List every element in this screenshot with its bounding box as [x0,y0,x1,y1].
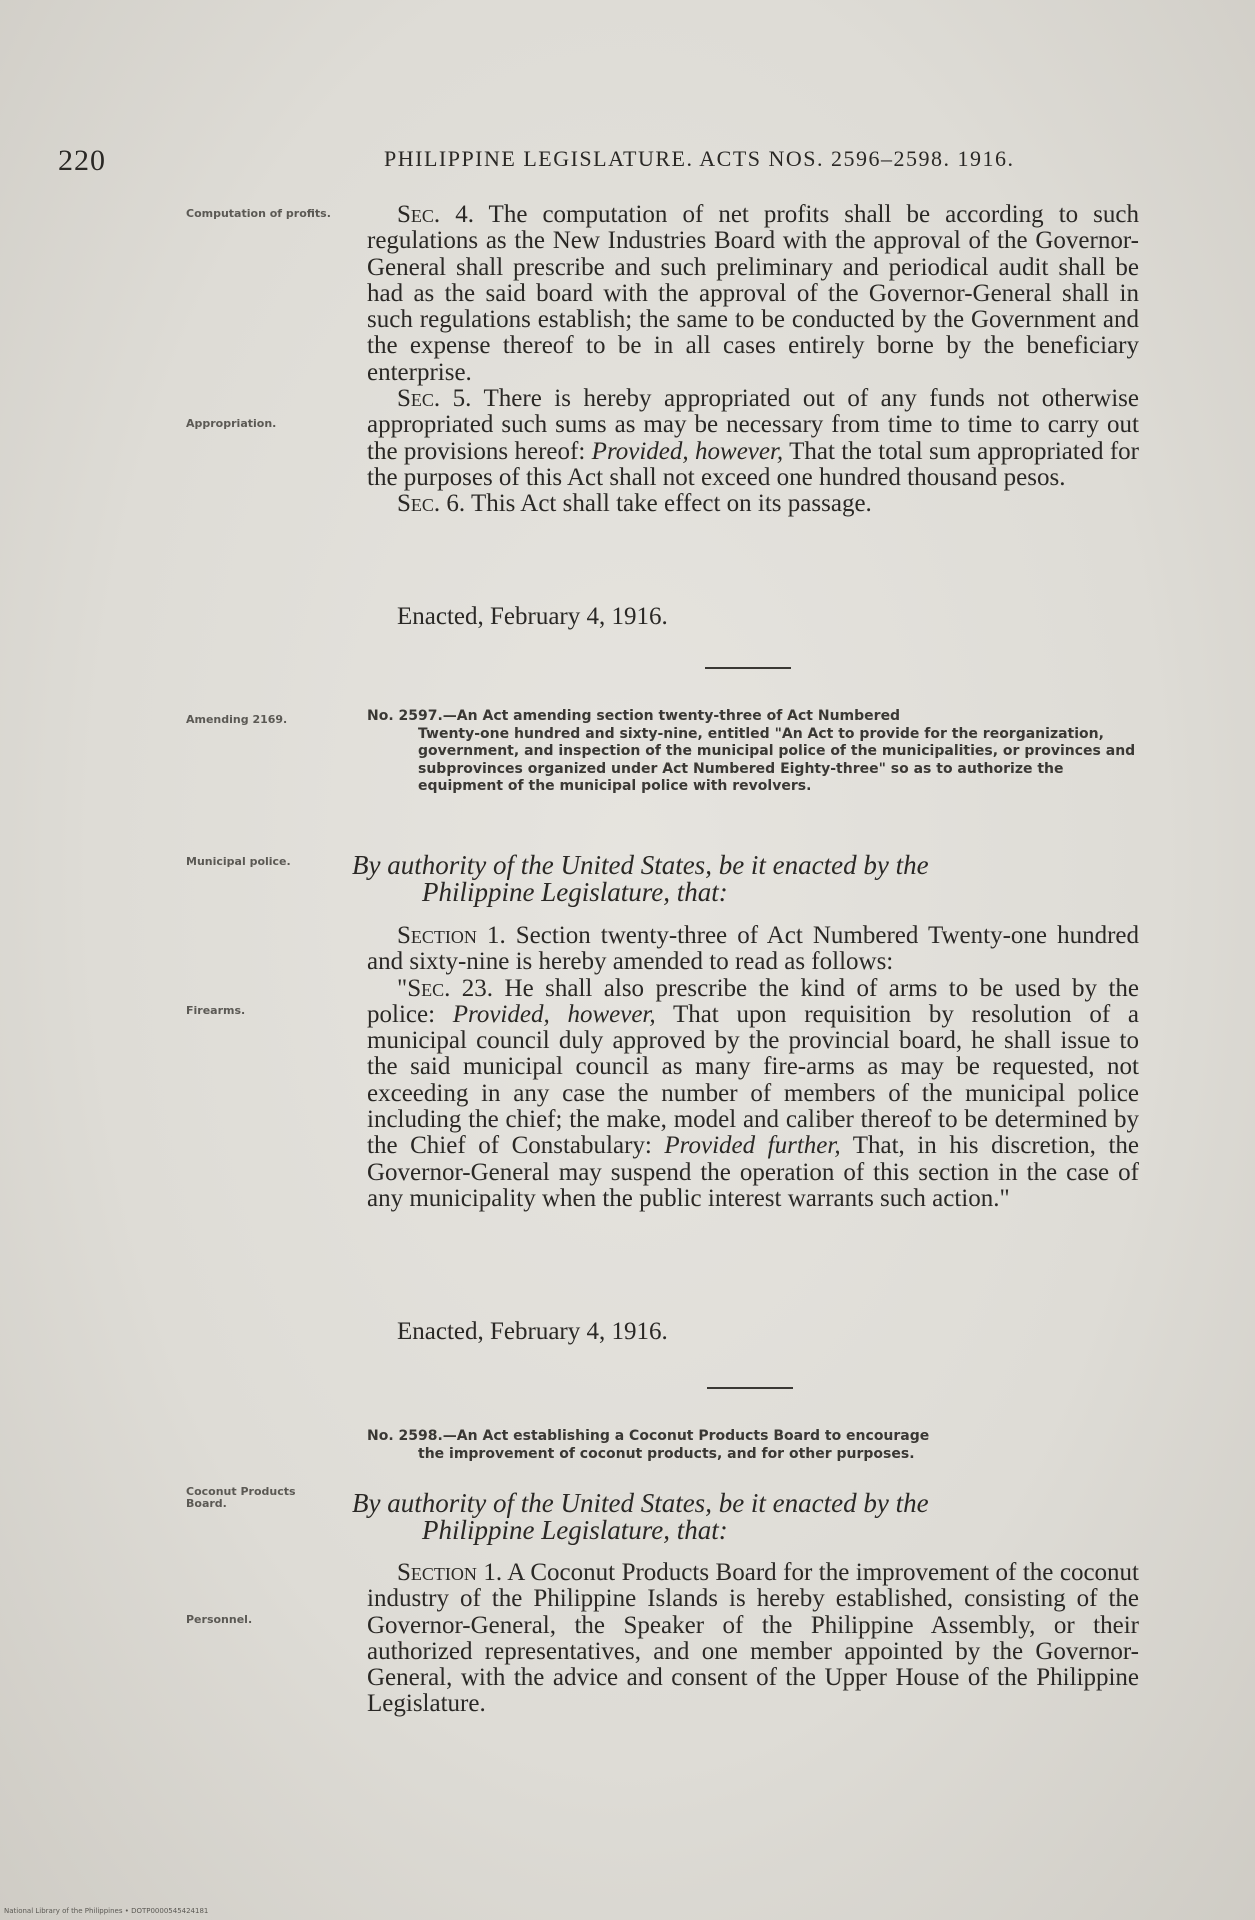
section-6-text: This Act shall take effect on its passage. [470,490,872,518]
act-2597-title [367,708,1139,796]
running-head: PHILIPPINE LEGISLATURE. ACTS NOS. 2596–2598. 1916. [384,146,1015,171]
act-2597-section-1 [367,923,1139,976]
amended-section-23-proviso-b: Provided further, [664,1132,841,1160]
section-6-label: Sec. 6. [397,490,466,518]
act-2597-sections [367,923,1139,1212]
act-2596-enacted: Enacted, February 4, 1916. [397,603,668,630]
footer-source: National Library of the Philippines • DOTP0000545424181 [4,1907,209,1915]
margin-note-municipal-police: Municipal police. [186,855,291,868]
section-5-text-b: That the total sum appropriated for the purposes of this Act shall not exceed one hundred thousand pesos. [367,437,1139,491]
act-2598-enacting-clause [352,1490,1137,1544]
act-2598-section-1-text: A Coconut Products Board for the improvement of the coconut industry of the Philippine Islands is hereby established, consisting of the Governor-General, the Speaker of the Philippine Assembly, or their authorized representatives, and one member appointed by the Governor-General, with the advice and consent of the Upper House of the Philippine Legislature. [367,1559,1139,1718]
act-2597-authority-line1: By authority of the United States, be it enacted by the [352,850,929,880]
margin-note-amending: Amending 2169. [186,713,288,726]
act-2598-title-lead: No. 2598.—An Act establishing a Coconut Products Board to encourage [367,1428,930,1444]
act-2597-authority-line2: Philippine Legislature, that: [422,877,728,907]
section-4-text: The computation of net profits shall be according to such regulations as the New Industries Board with the approval of the Governor-General shall prescribe and such preliminary and periodical audit shall be had as the said board with the approval of the Governor-General shall in such regulations establish; the same to be conducted by the Government and the expense thereof to be in all cases entirely borne by the beneficiary enterprise. [367,201,1140,386]
act-2597-title-cont: Twenty-one hundred and sixty-nine, entitled "An Act to provide for the reorganization, government, and inspection of the municipal police of the municipalities, or provinces and subprovinces organized under Act Numbered Eighty-three" so as to authorize the equipment of the municipal police with revolvers. [418,725,1136,794]
section-5 [367,386,1139,491]
amended-section-23-text-c: That, in his discretion, the Governor-General may suspend the operation of this section in the case of any municipality when the public interest warrants such action." [367,1132,1140,1212]
section-5-proviso: Provided, however, [591,437,784,465]
act-2597-enacting-clause [352,852,1137,906]
margin-note-computation: Computation of profits. [186,207,331,220]
margin-note-appropriation: Appropriation. [186,417,277,430]
act-2598-sections [367,1560,1139,1718]
amended-section-23-text-a: He shall also prescribe the kind of arms to be used by the police: [367,974,1139,1028]
margin-note-firearms: Firearms. [186,1004,246,1017]
margin-note-personnel: Personnel. [186,1613,253,1626]
act-2598-authority-line2: Philippine Legislature, that: [422,1515,728,1545]
section-divider-2 [707,1387,793,1389]
section-4-label: Sec. 4. [397,201,474,228]
amended-section-23-label: "Sec. 23. [397,974,494,1002]
section-4 [367,202,1139,386]
section-divider [705,667,791,669]
act-2598-title [367,1428,1139,1463]
page-number: 220 [58,144,106,177]
act-2598-authority-line1: By authority of the United States, be it enacted by the [352,1488,929,1518]
section-6 [367,491,1139,517]
act-2597-section-1-text: Section twenty-three of Act Numbered Twenty-one hundred and sixty-nine is hereby amended to read as follows: [367,922,1139,976]
margin-note-coconut-board: Coconut Products Board. [186,1485,296,1510]
act-2597-section-1-label: Section 1. [397,922,506,949]
amended-section-23-text-b: That upon requisition by resolution of a municipal council duly approved by the provincial board, he shall issue to the said municipal council as many fire-arms as may be requested, not exceeding in any case the number of members of the municipal police including the chief; the make, model and caliber thereof to be determined by the Chief of Constabulary: [367,1000,1139,1160]
act-2596-sections [367,202,1139,518]
act-2598-section-1 [367,1560,1139,1718]
act-2597-enacted: Enacted, February 4, 1916. [397,1318,668,1345]
act-2598-section-1-label: Section 1. [397,1559,503,1586]
amended-section-23 [367,976,1139,1213]
amended-section-23-proviso-a: Provided, however, [452,1000,656,1028]
act-2598-title-cont: the improvement of coconut products, and for other purposes. [418,1445,915,1462]
act-2597-title-lead: No. 2597.—An Act amending section twenty-three of Act Numbered [367,708,901,724]
section-5-label: Sec. 5. [397,385,472,413]
section-5-text-a: There is hereby appropriated out of any funds not otherwise appropriated such sums as may be necessary from time to time to carry out the provisions hereof: [367,385,1139,465]
